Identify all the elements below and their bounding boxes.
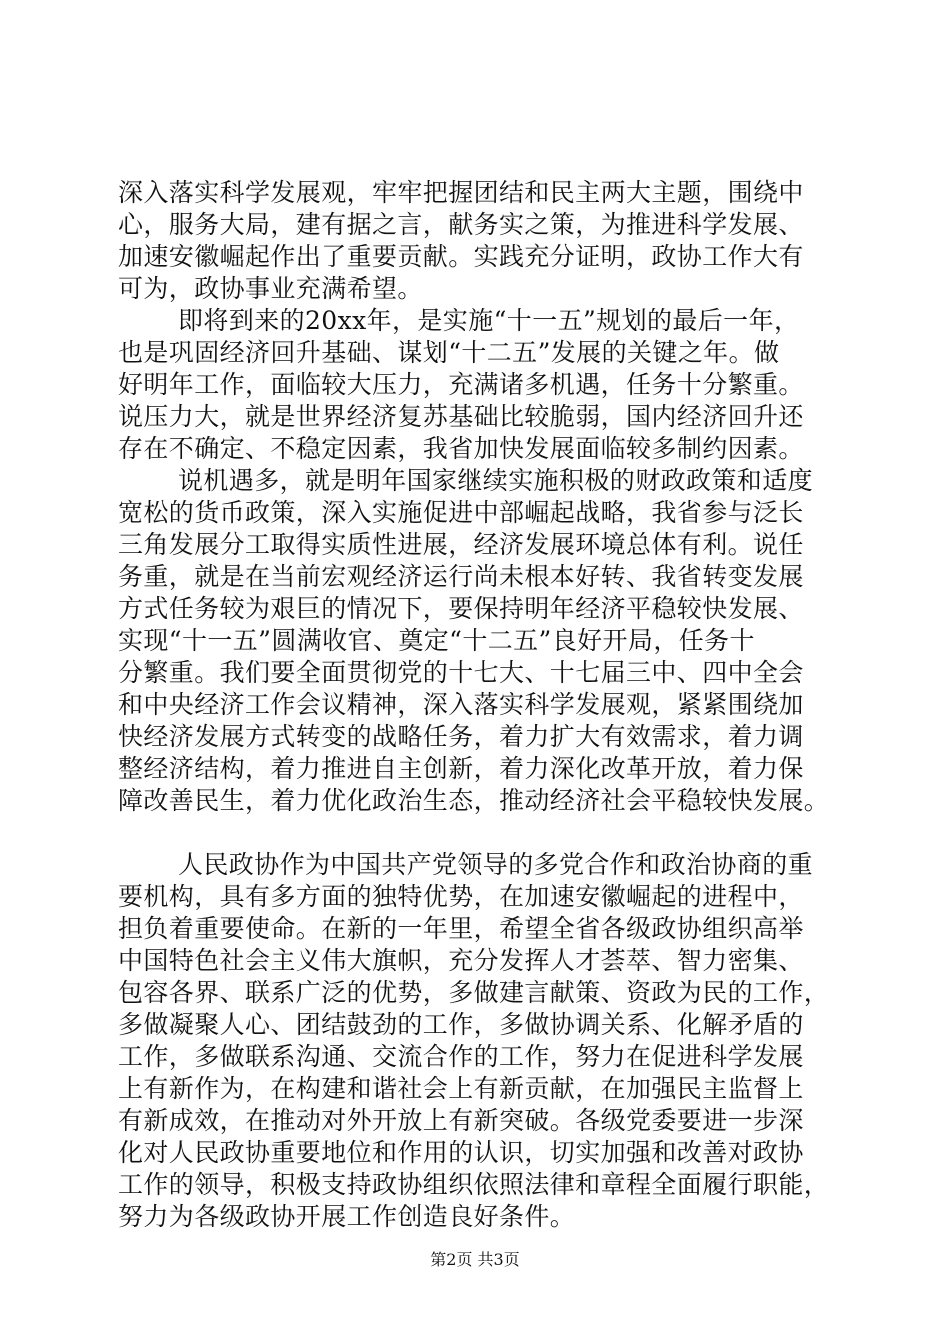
text-line: 中国特色社会主义伟大旗帜，充分发挥人才荟萃、智力密集、 xyxy=(118,946,804,975)
text-line: 障改善民生，着力优化政治生态，推动经济社会平稳较快发展。 xyxy=(118,786,830,815)
text-line: 存在不确定、不稳定因素，我省加快发展面临较多制约因素。 xyxy=(118,434,804,463)
text-line: 要机构，具有多方面的独特优势，在加速安徽崛起的进程中， xyxy=(118,882,804,911)
text-line: 方式任务较为艰巨的情况下，要保持明年经济平稳较快发展、 xyxy=(118,594,804,623)
text-line: 努力为各级政协开展工作创造良好条件。 xyxy=(118,1202,576,1231)
text-line: 可为，政协事业充满希望。 xyxy=(118,274,423,303)
text-line: 化对人民政协重要地位和作用的认识，切实加强和改善对政协 xyxy=(118,1138,804,1167)
text-line: 加速安徽崛起作出了重要贡献。实践充分证明，政协工作大有 xyxy=(118,242,804,271)
text-line: 分繁重。我们要全面贯彻党的十七大、十七届三中、四中全会 xyxy=(118,658,804,687)
text-line: 快经济发展方式转变的战略任务，着力扩大有效需求，着力调 xyxy=(118,722,804,751)
text-line: 说机遇多，就是明年国家继续实施积极的财政政策和适度 xyxy=(178,466,814,495)
text-line: 工作，多做联系沟通、交流合作的工作，努力在促进科学发展 xyxy=(118,1042,804,1071)
text-line: 人民政协作为中国共产党领导的多党合作和政治协商的重 xyxy=(178,850,814,879)
text-line: 心，服务大局，建有据之言，献务实之策，为推进科学发展、 xyxy=(118,210,804,239)
text-line: 务重，就是在当前宏观经济运行尚未根本好转、我省转变发展 xyxy=(118,562,804,591)
text-line: 有新成效，在推动对外开放上有新突破。各级党委要进一步深 xyxy=(118,1106,804,1135)
text-line: 宽松的货币政策，深入实施促进中部崛起战略，我省参与泛长 xyxy=(118,498,804,527)
page-number-footer: 第2页 共3页 xyxy=(430,1250,520,1269)
text-line: 也是巩固经济回升基础、谋划“十二五”发展的关键之年。做 xyxy=(118,338,780,367)
text-line: 深入落实科学发展观，牢牢把握团结和民主两大主题，围绕中 xyxy=(118,178,804,207)
text-line: 说压力大，就是世界经济复苏基础比较脆弱，国内经济回升还 xyxy=(118,402,804,431)
text-line: 好明年工作，面临较大压力，充满诸多机遇，任务十分繁重。 xyxy=(118,370,804,399)
text-line: 整经济结构，着力推进自主创新，着力深化改革开放，着力保 xyxy=(118,754,804,783)
text-line: 工作的领导，积极支持政协组织依照法律和章程全面履行职能， xyxy=(118,1170,830,1199)
text-line: 三角发展分工取得实质性进展，经济发展环境总体有利。说任 xyxy=(118,530,804,559)
text-line: 实现“十一五”圆满收官、奠定“十二五”良好开局，任务十 xyxy=(118,626,755,655)
text-line: 上有新作为，在构建和谐社会上有新贡献，在加强民主监督上 xyxy=(118,1074,804,1103)
text-line: 即将到来的20xx年，是实施“十一五”规划的最后一年， xyxy=(178,306,800,335)
text-line: 和中央经济工作会议精神，深入落实科学发展观，紧紧围绕加 xyxy=(118,690,804,719)
text-line: 担负着重要使命。在新的一年里，希望全省各级政协组织高举 xyxy=(118,914,804,943)
text-line: 多做凝聚人心、团结鼓劲的工作，多做协调关系、化解矛盾的 xyxy=(118,1010,804,1039)
text-line: 包容各界、联系广泛的优势，多做建言献策、资政为民的工作， xyxy=(118,978,830,1007)
